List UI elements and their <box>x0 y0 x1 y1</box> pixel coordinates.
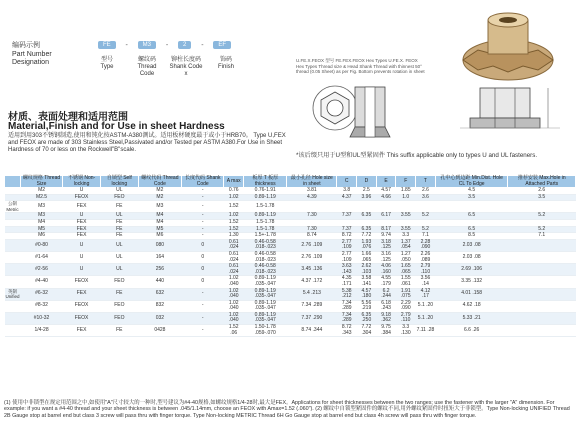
table-cell: - <box>182 312 224 324</box>
table-cell: FEO <box>101 194 138 201</box>
table-cell: M6 <box>21 233 63 240</box>
table-cell: 5.56 .219 <box>357 300 377 312</box>
part-number-code <box>98 41 231 49</box>
table-cell: 2.29 .090 <box>396 300 416 312</box>
table-cell: 4.01 .158 <box>435 288 508 300</box>
table-cell: UL <box>101 264 138 276</box>
table-cell: #1-64 <box>21 251 63 263</box>
table-cell: 632 <box>138 288 182 300</box>
col-header: C <box>337 176 357 188</box>
table-cell <box>508 251 576 263</box>
table-cell: FEO <box>101 312 138 324</box>
table-cell: M2.5 <box>21 194 63 201</box>
col-header: 螺纹代码 Thread Code <box>138 176 182 188</box>
table-row <box>5 251 576 263</box>
table-cell: 1.30 <box>224 233 244 240</box>
table-row <box>5 239 576 251</box>
table-row <box>5 325 576 337</box>
table-cell: 1.52 <box>224 226 244 233</box>
col-header: 推荐安装 Max.Hole in Attached Parts <box>508 176 576 188</box>
table-cell: 1.85 <box>396 188 416 195</box>
table-cell: 2.76 .109 <box>287 239 337 251</box>
table-cell: 0 <box>182 264 224 276</box>
table-row <box>5 312 576 324</box>
gauge-cell <box>5 239 21 251</box>
table-cell <box>508 276 576 288</box>
gauge-cell <box>5 188 21 195</box>
gauge-cell <box>5 219 21 226</box>
col-header: 孔中心到边距 Min.Dist. Hole CL To Edge <box>435 176 508 188</box>
knurl-section-icon <box>350 87 390 137</box>
table-cell: 1.27 .050 <box>396 251 416 263</box>
tech-caption: U.FE.X.FEOX 型号 FE.FEX.FEOX Hex Types U.FE.X. FEOX Hex Types Thread size & Head Shank Thread with thinnest 50° thread (0.05 Sheet) as per Fig. Bottom prevents rotation in sheet <box>296 58 425 74</box>
table-cell: UL <box>101 251 138 263</box>
table-cell: 3.6 <box>416 194 436 201</box>
table-cell: 3.63 .143 <box>337 264 357 276</box>
part-number-label-en: Part Number Designation <box>12 50 52 66</box>
table-cell: 4.5 <box>435 188 508 195</box>
table-cell: 0.89-1.19 <box>244 194 287 201</box>
gauge-cell <box>5 312 21 324</box>
table-cell: 7.11 .28 <box>416 325 436 337</box>
pn-type-box: FE <box>98 41 116 49</box>
table-cell: #4-40 <box>21 276 63 288</box>
table-cell: 7.30 <box>287 226 337 233</box>
suffix-note: *该后缀只用于U型和UL型紧固件 This suffix applicable only to types U and UL fasteners. <box>296 152 538 159</box>
table-cell: - <box>182 188 224 195</box>
table-cell: 0.89-1.19 .035-.047 <box>244 276 287 288</box>
material-paragraph: 适用到用303不锈钢制造,使用和钝化按ASTM-A380测试。适用板材硬度最于或小于HRB70。 Type U,FEX and FEOX are made of 303 Stainless Steel,Passivated and/or Tested per ASTM A380.For Use in Sheet Hardness of 70 or less on the Rockwell"B"scale. <box>8 133 286 154</box>
gauge-cell <box>5 233 21 240</box>
table-cell: 0.89-1.19 .035-.047 <box>244 300 287 312</box>
gauge-cell <box>5 300 21 312</box>
pn-shank-box: 2 <box>178 41 191 49</box>
table-cell: - <box>182 213 224 220</box>
pn-dash: - <box>125 41 128 49</box>
table-cell: 6.5 <box>435 213 508 220</box>
table-cell: U <box>63 213 101 220</box>
table-cell <box>508 325 576 337</box>
table-cell: UL <box>101 188 138 195</box>
table-cell: 4.57 <box>376 188 396 195</box>
table-cell: 9.75 .384 <box>376 325 396 337</box>
table-cell: 5.2 <box>416 213 436 220</box>
pn-desc-finish: 饰码 Finish <box>217 57 234 70</box>
table-cell: 3.56 .14 <box>416 276 436 288</box>
footnote: (1) 使用中非锁型在规定用范围之中,如使用"A"尺寸较大的一种时,型号建议为#4-40规格,如螺纹规格1/4-28时,最大是FEX。Applications for sheet thicknesses between the two ranges; use the fastener with the larger "A" dimension. For example: if you want a #4-40 thread and your sheet thickness is between .045/1.14mm, choose an FEOX with Amax=1.52 (.060"). (2) 螺纹中自锁型紧固件的螺纹不同,用外螺纹紧固件时扭矩大于非锁型。Type Non-locking UNIFIED Thread 2B Gauge stop at barrel end but class 3 screw will pass thru with finger torque. Type Non-locking METRIC Thread 6H Go Gauge stop at barrel end but class 4h screw will pass thru with finger torque. <box>4 400 570 419</box>
table-cell: 1.0 <box>396 194 416 201</box>
table-cell: 6.35 <box>357 226 377 233</box>
table-cell: FEOX <box>63 300 101 312</box>
table-cell: 1.65 .065 <box>396 264 416 276</box>
table-cell: 4.66 <box>376 194 396 201</box>
table-cell: 0 <box>182 276 224 288</box>
table-cell <box>337 201 357 213</box>
table-cell: 4.62 .18 <box>435 300 508 312</box>
table-cell: 0.76-1.91 <box>244 188 287 195</box>
table-cell: 0.61 .024 <box>224 264 244 276</box>
table-cell: FEO <box>101 300 138 312</box>
table-cell: 5.1 .20 <box>416 312 436 324</box>
table-cell: 6.35 .250 <box>357 312 377 324</box>
table-cell: 0.76 <box>224 188 244 195</box>
col-header: A max <box>224 176 244 188</box>
table-cell: 3.55 <box>396 213 416 220</box>
table-cell: FE <box>101 226 138 233</box>
table-cell: 5.33 .21 <box>435 312 508 324</box>
table-cell: 7.30 <box>287 213 337 220</box>
table-cell: 6.2 .244 <box>376 288 396 300</box>
table-cell: M2 <box>138 188 182 195</box>
table-cell: 4.12 .17 <box>416 288 436 300</box>
section-title-en: Material,Finish and for Use in sheet Hardness <box>8 121 225 132</box>
table-cell: 3.96 <box>357 194 377 201</box>
table-cell: 6.5 <box>435 226 508 233</box>
col-header: 板厚 T 板厚 thickness <box>244 176 287 188</box>
table-cell: 3.5 <box>435 194 508 201</box>
table-cell: - <box>182 300 224 312</box>
gauge-cell: 英制 Unified <box>5 288 20 300</box>
col-header: E <box>376 176 396 188</box>
table-cell: 5.2 <box>508 213 576 220</box>
table-cell: FE <box>101 288 138 300</box>
table-cell: 3.81 <box>287 188 337 195</box>
table-cell: 4.37 .172 <box>287 276 337 288</box>
table-cell: - <box>182 325 224 337</box>
table-cell: 9.18 .362 <box>376 312 396 324</box>
table-cell: 2.26 .089 <box>416 251 436 263</box>
col-header: F <box>396 176 416 188</box>
table-cell: 2.76 .109 <box>287 251 337 263</box>
sectional-drawing <box>345 82 400 144</box>
table-cell <box>396 201 416 213</box>
table-cell: 0.89-1.19 .035-.047 <box>244 288 287 300</box>
table-cell: 3.55 <box>396 226 416 233</box>
table-cell <box>357 201 377 213</box>
table-cell: 3.58 .141 <box>357 276 377 288</box>
table-cell: U <box>63 251 101 263</box>
table-cell: 5.38 .212 <box>337 288 357 300</box>
table-cell: 3.35 .132 <box>435 276 508 288</box>
table-cell: 4.57 .180 <box>357 288 377 300</box>
table-cell: 1.91 .075 <box>396 288 416 300</box>
table-cell: 6.35 <box>357 213 377 220</box>
table-cell: M3 <box>21 201 63 213</box>
table-row <box>5 201 576 213</box>
table-cell: - <box>182 288 224 300</box>
table-cell: 2.77 .109 <box>337 239 357 251</box>
table-cell: 0.61 .024 <box>224 239 244 251</box>
part-number-label-cn: 编码示例 <box>12 42 40 49</box>
spec-table <box>4 175 576 337</box>
table-cell: M2 <box>21 188 63 195</box>
table-cell: FE <box>101 219 138 226</box>
table-cell: M3 <box>138 201 182 213</box>
table-cell: - <box>182 233 224 240</box>
table-cell: 1.02 <box>224 194 244 201</box>
col-header: 长度代码 Shank Code <box>182 176 224 188</box>
table-cell: 3.8 <box>337 188 357 195</box>
table-cell: 7.34 .289 <box>287 300 337 312</box>
table-cell: 1.37 .054 <box>396 239 416 251</box>
table-cell: 2.6 <box>508 188 576 195</box>
table-cell: 2.69 .106 <box>435 264 508 276</box>
gauge-header <box>5 176 21 188</box>
col-header: 最小孔径 Hole size in sheet <box>287 176 337 188</box>
table-cell: U <box>63 264 101 276</box>
table-cell: 2.03 .08 <box>435 251 508 263</box>
table-cell: 8.74 .344 <box>287 325 337 337</box>
table-cell: 8.5 <box>435 233 508 240</box>
table-cell: 1/4-28 <box>21 325 63 337</box>
table-cell: 4.35 .171 <box>337 276 357 288</box>
table-cell: 1.52 <box>224 219 244 226</box>
table-cell: 0.46-0.58 .018-.023 <box>244 251 287 263</box>
table-cell: 2.77 .109 <box>337 251 357 263</box>
table-cell <box>508 264 576 276</box>
table-cell: 1.50-1.78 .059-.070 <box>244 325 287 337</box>
pn-desc-type: 型号 Type <box>100 57 114 70</box>
table-cell: 2.6 <box>416 188 436 195</box>
table-cell: 1.55 .061 <box>396 276 416 288</box>
gauge-cell <box>5 325 21 337</box>
table-cell: 6.17 <box>376 213 396 220</box>
table-cell: 2.5 <box>357 188 377 195</box>
table-cell: 0.61 .024 <box>224 251 244 263</box>
table-cell: M4 <box>138 219 182 226</box>
table-cell: 1.52 <box>224 201 244 213</box>
table-cell: 8.72 .343 <box>337 325 357 337</box>
table-cell: - <box>182 201 224 213</box>
table-cell: M2 <box>138 194 182 201</box>
pn-dash: - <box>201 41 204 49</box>
table-cell: 1.02 <box>224 213 244 220</box>
nut-3d-icon <box>463 13 553 80</box>
col-header: 自锁型 Self locking <box>101 176 138 188</box>
table-cell <box>508 201 576 213</box>
table-cell: 440 <box>138 276 182 288</box>
gauge-cell <box>5 251 21 263</box>
gauge-cell <box>5 194 21 201</box>
gauge-cell: 公制 Metric <box>6 201 19 212</box>
table-cell: #10-32 <box>21 312 63 324</box>
table-cell: 2.03 .08 <box>435 239 508 251</box>
table-cell: 1.66 .065 <box>357 251 377 263</box>
pn-finish-box: EF <box>213 41 231 49</box>
table-cell: 7.1 <box>416 233 436 240</box>
table-cell: - <box>182 219 224 226</box>
table-row <box>5 213 576 220</box>
section-title-cn: 材质、表面处理和适用范围 <box>8 112 128 123</box>
gauge-cell <box>5 276 21 288</box>
pn-desc-shank: 铆柱长度码 Shank Code x <box>169 57 203 77</box>
table-cell: 164 <box>138 251 182 263</box>
table-cell: 8.17 <box>376 226 396 233</box>
table-cell: #8-32 <box>21 300 63 312</box>
table-row <box>5 188 576 195</box>
table-cell: 080 <box>138 239 182 251</box>
table-cell <box>508 312 576 324</box>
table-cell: 8.74 <box>287 233 337 240</box>
table-header-row <box>5 176 576 188</box>
table-cell: 3.18 .125 <box>376 239 396 251</box>
table-cell: UL <box>101 213 138 220</box>
table-cell <box>508 239 576 251</box>
table-cell: 0428 <box>138 325 182 337</box>
table-cell: FEOX <box>63 312 101 324</box>
table-row <box>5 194 576 201</box>
table-cell: 0.89-1.19 .035-.047 <box>244 312 287 324</box>
table-cell: 3.3 <box>396 233 416 240</box>
table-cell: 6.18 .243 <box>376 300 396 312</box>
table-cell: M4 <box>21 219 63 226</box>
table-cell: 2.79 .110 <box>416 264 436 276</box>
table-cell: 1.02 .040 <box>224 312 244 324</box>
table-cell: 6.6 .26 <box>435 325 508 337</box>
gauge-cell <box>5 226 21 233</box>
table-cell: FEX <box>63 219 101 226</box>
table-cell: U <box>63 188 101 195</box>
table-cell: M3 <box>21 213 63 220</box>
col-header: 螺纹规格 Thread Size <box>21 176 63 188</box>
table-cell: 1.5-1.78 <box>244 219 287 226</box>
table-cell: 1.52 .06 <box>224 325 244 337</box>
table-cell: 2.28 .090 <box>416 239 436 251</box>
table-cell: U <box>63 239 101 251</box>
table-cell: FEX <box>63 325 101 337</box>
table-cell: UL <box>101 239 138 251</box>
table-cell: 7.72 <box>357 233 377 240</box>
table-cell: FE <box>101 201 138 213</box>
table-cell: 5.4 .213 <box>287 288 337 300</box>
table-cell: 4.37 <box>337 194 357 201</box>
table-row <box>5 300 576 312</box>
nut-section-icon <box>460 88 560 128</box>
pn-dash: - <box>165 41 169 49</box>
table-cell: 5.2 <box>508 226 576 233</box>
side-view-drawing <box>440 80 580 148</box>
table-cell: 7.72 .304 <box>357 325 377 337</box>
table-cell: FEX <box>63 226 101 233</box>
table-cell: 1.5+-1.78 <box>244 233 287 240</box>
table-cell: 1.02 .040 <box>224 276 244 288</box>
col-header: 不锈钢 Non-locking <box>63 176 101 188</box>
table-cell: 832 <box>138 300 182 312</box>
table-row <box>5 288 576 300</box>
table-cell: M5 <box>138 226 182 233</box>
table-row <box>5 233 576 240</box>
table-cell: 7.1 <box>508 233 576 240</box>
table-cell: 7.37 <box>337 213 357 220</box>
table-cell: FEX <box>63 201 101 213</box>
table-cell <box>416 201 436 213</box>
table-cell: 2.79 .110 <box>396 312 416 324</box>
pn-thread-box: M3 <box>138 41 156 49</box>
table-cell: 0 <box>182 251 224 263</box>
table-cell <box>376 201 396 213</box>
table-cell: FEX <box>63 233 101 240</box>
table-cell: 0.46-0.58 .018-.023 <box>244 239 287 251</box>
table-cell: FEOX <box>63 276 101 288</box>
table-cell: 0 <box>182 239 224 251</box>
gauge-cell <box>5 264 21 276</box>
table-cell: 7.37 <box>337 226 357 233</box>
table-cell: 1.02 .040 <box>224 300 244 312</box>
table-cell <box>508 288 576 300</box>
table-cell: M6 <box>138 233 182 240</box>
table-cell: 4.06 .160 <box>376 264 396 276</box>
table-cell: FE <box>101 233 138 240</box>
table-cell: 3.45 .136 <box>287 264 337 276</box>
table-cell: 4.39 <box>287 194 337 201</box>
table-cell: 032 <box>138 312 182 324</box>
table-cell: 0.89-1.19 <box>244 213 287 220</box>
col-header: T <box>416 176 436 188</box>
part-number-label <box>12 42 72 68</box>
table-cell: 0.46-0.58 .018-.023 <box>244 264 287 276</box>
table-cell: 8.72 <box>337 233 357 240</box>
table-body <box>5 188 576 337</box>
table-cell: FEOX <box>63 194 101 201</box>
table-cell: 5.2 <box>416 226 436 233</box>
table-row <box>5 226 576 233</box>
table-cell <box>287 201 337 213</box>
table-cell: 4.55 .179 <box>376 276 396 288</box>
table-cell: 7.34 .289 <box>337 312 357 324</box>
table-cell: FEO <box>101 276 138 288</box>
pn-desc-thread: 螺纹码 Thread Code <box>137 57 157 77</box>
col-header: D <box>357 176 377 188</box>
table-cell: 5.1 .20 <box>416 300 436 312</box>
table-cell: 1.5-1.78 <box>244 226 287 233</box>
table-cell: 3.3 .130 <box>396 325 416 337</box>
table-cell: 3.16 .125 <box>376 251 396 263</box>
table-cell <box>508 300 576 312</box>
table-cell: 1.5-1.78 <box>244 201 287 213</box>
table-cell <box>435 201 508 213</box>
table-cell: #0-80 <box>21 239 63 251</box>
table-cell: - <box>182 194 224 201</box>
table-row <box>5 276 576 288</box>
table-cell: 3.5 <box>508 194 576 201</box>
table-cell: 256 <box>138 264 182 276</box>
table-cell: 2.62 .103 <box>357 264 377 276</box>
table-cell: 9.74 <box>376 233 396 240</box>
table-cell: #6-32 <box>21 288 63 300</box>
table-row <box>5 264 576 276</box>
table-cell: - <box>182 226 224 233</box>
table-row <box>5 219 576 226</box>
table-cell: 1.02 .040 <box>224 288 244 300</box>
table-cell: FE <box>101 325 138 337</box>
table-cell: M5 <box>21 226 63 233</box>
table-cell: 7.34 .289 <box>337 300 357 312</box>
table-cell: FEX <box>63 288 101 300</box>
table-cell: 7.37 .290 <box>287 312 337 324</box>
gauge-cell <box>5 213 21 220</box>
table-cell: 1.93 .076 <box>357 239 377 251</box>
table-cell: M4 <box>138 213 182 220</box>
table-cell: #2-56 <box>21 264 63 276</box>
